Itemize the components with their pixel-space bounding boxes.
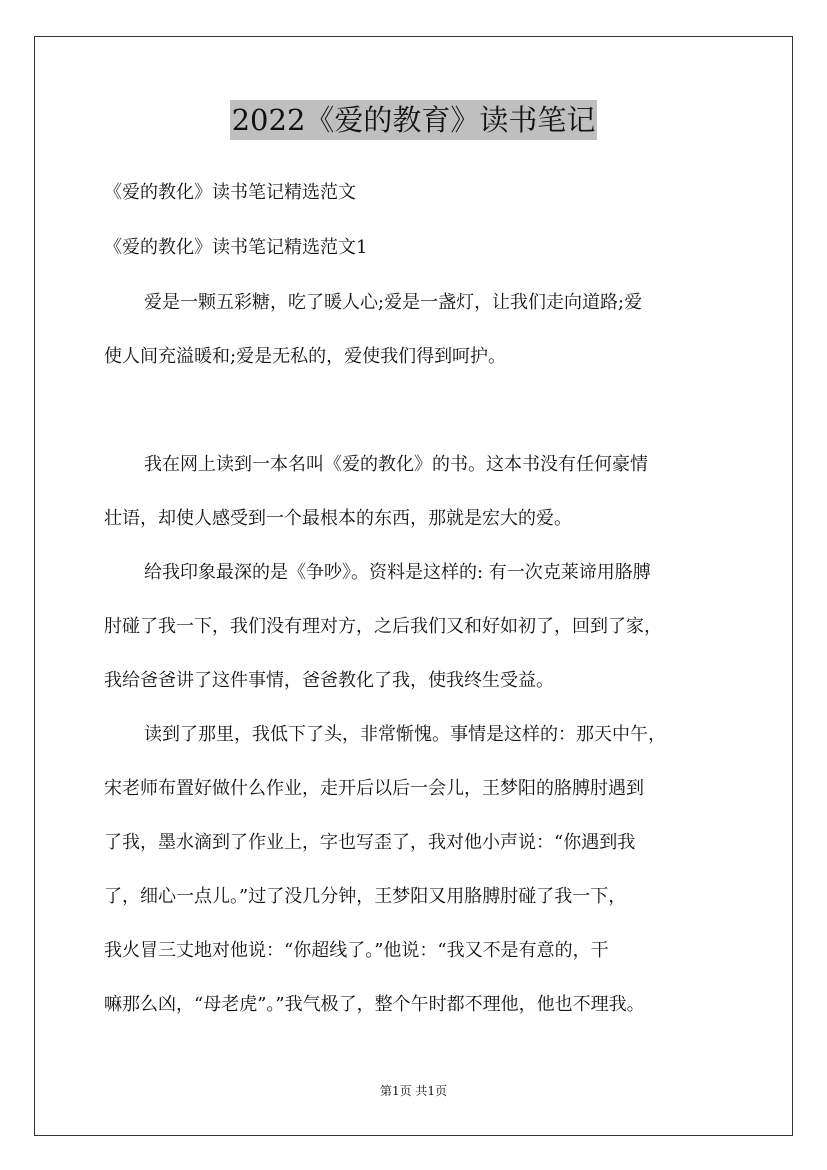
paragraph-line: 给我印象最深的是《争吵》。资料是这样的: 有一次克莱谛用胳膊 [144, 562, 651, 583]
title-container [0, 100, 827, 140]
paragraph-line: 我火冒三丈地对他说：“你超线了。”他说：“我又不是有意的，干 [104, 940, 609, 961]
paragraph-line: 爱是一颗五彩糖，吃了暖人心;爱是一盏灯，让我们走向道路;爱 [144, 292, 643, 313]
paragraph-line: 宋老师布置好做什么作业，走开后以后一会儿，王梦阳的胳膊肘遇到 [104, 778, 644, 799]
page-number-footer: 第1页 共1页 [379, 1084, 448, 1098]
section-heading: 《爱的教化》读书笔记精选范文1 [104, 237, 368, 258]
paragraph-line: 我给爸爸讲了这件事情，爸爸教化了我，使我终生受益。 [104, 670, 554, 691]
document-title: 2022《爱的教育》读书笔记 [230, 100, 598, 140]
subtitle-line: 《爱的教化》读书笔记精选范文 [104, 182, 356, 203]
paragraph-line: 我在网上读到一本名叫《爱的教化》的书。这本书没有任何豪情 [144, 454, 648, 475]
paragraph-line: 壮语，却使人感受到一个最根本的东西，那就是宏大的爱。 [104, 508, 572, 529]
paragraph-line: 了，细心一点儿。”过了没几分钟，王梦阳又用胳膊肘碰了我一下， [104, 886, 627, 907]
paragraph-line: 嘛那么凶，“母老虎”。”我气极了，整个午时都不理他，他也不理我。 [104, 994, 645, 1015]
paragraph-line: 读到了那里，我低下了头，非常惭愧。事情是这样的：那天中午， [144, 724, 666, 745]
paragraph-line: 肘碰了我一下，我们没有理对方，之后我们又和好如初了，回到了家， [104, 616, 662, 637]
paragraph-line: 了我，墨水滴到了作业上，字也写歪了，我对他小声说：“你遇到我 [104, 832, 636, 853]
paragraph-line: 使人间充溢暖和;爱是无私的，爱使我们得到呵护。 [104, 346, 507, 367]
